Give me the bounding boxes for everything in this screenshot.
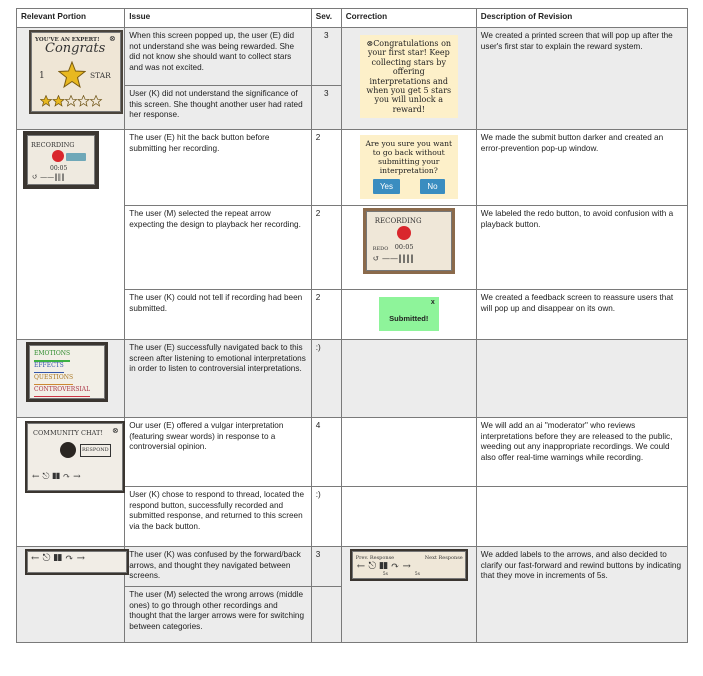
header-issue: Issue — [125, 9, 312, 28]
community-chat-sketch — [27, 423, 123, 491]
confirm-text: Are you sure you want to go back without submitting your interpretation? — [365, 139, 453, 175]
portion-chat-cell — [17, 418, 125, 547]
description-cell: We labeled the redo button, to avoid confusion with a playback button. — [476, 206, 687, 290]
record-button-icon — [52, 150, 64, 162]
header-row — [17, 9, 688, 28]
portion-arrows-cell — [17, 547, 125, 643]
playback-controls-icon: ← ⎋ ❚❚ ↷ → — [31, 553, 86, 564]
issue-cell: The user (M) selected the repeat arrow expecting the design to playback her recording. — [125, 206, 312, 290]
sketch-text: 1 — [39, 71, 45, 81]
portion-recording-cell — [17, 130, 125, 340]
header-portion: Relevant Portion — [17, 9, 125, 28]
close-icon: ⊗ — [366, 39, 374, 48]
issue-cell: User (K) chose to respond to thread, located the respond button, successfully recorded and submitted response, and returned to this screen via the back button. — [125, 487, 312, 547]
header-description: Description of Revision — [476, 9, 687, 28]
submitted-text: Submitted! — [389, 314, 429, 323]
congrats-text: Congratulations on your first star! Keep collecting stars by offering interpretations and when you get 5 stars you will unlock a reward! — [366, 39, 452, 114]
description-cell — [476, 487, 687, 547]
congrats-sketch — [31, 32, 121, 112]
severity-cell: :) — [311, 340, 341, 418]
correction-cell — [341, 487, 476, 547]
sketch-text: STAR — [90, 71, 111, 80]
playback-controls-icon: ← ⎋ ❚❚ ↷ → — [32, 472, 81, 482]
playback-controls-icon: ← ⎋ ❚❚ ↷ → — [356, 561, 411, 572]
correction-arrows-cell — [341, 547, 476, 643]
sketch-text: YOU'VE AN EXPERT! — [35, 37, 100, 43]
severity-cell: 2 — [311, 290, 341, 340]
usability-revision-table — [16, 8, 688, 643]
table-row — [17, 340, 688, 418]
labeled-arrows-sketch — [352, 551, 466, 579]
recording-redo-sketch — [366, 211, 452, 271]
issue-cell: The user (E) hit the back button before submitting her recording. — [125, 130, 312, 206]
severity-cell — [311, 587, 341, 643]
correction-congrats-cell — [341, 28, 476, 130]
close-icon[interactable]: x — [430, 299, 435, 306]
sketch-text: RECORDING — [31, 141, 75, 149]
skip-label: 5s — [382, 572, 388, 577]
avatar — [60, 442, 76, 458]
star-icon — [58, 61, 86, 89]
arrows-sketch — [27, 551, 127, 573]
issue-cell: The user (M) selected the wrong arrows (middle ones) to go through other recordings and thought that the larger arrows were for switching between categories. — [125, 587, 312, 643]
sketch-text: EMOTIONS — [34, 349, 70, 362]
description-cell: We will add an ai "moderator" who reviews interpretations before they are released to the public, weeding out any inappropriate recordings. We could also offer real-time warnings while recording. — [476, 418, 687, 487]
sketch-text: CONTROVERSIAL — [34, 385, 90, 397]
prev-label: Prev. Response — [355, 555, 395, 561]
header-sev: Sev. — [311, 9, 341, 28]
severity-cell: 3 — [311, 547, 341, 587]
sketch-text: EFFECTS — [34, 361, 64, 373]
issue-cell: The user (E) successfully navigated back to this screen after listening to emotional interpretations in order to listen to controversial interpretations. — [125, 340, 312, 418]
table-row — [17, 418, 688, 487]
next-label: Next Response — [424, 555, 463, 561]
close-icon: ⊗ — [112, 426, 119, 435]
description-cell — [476, 340, 687, 418]
sketch-text: RECORDING — [374, 217, 422, 225]
sketch-text: 00:05 — [394, 243, 414, 251]
submit-button-icon — [66, 153, 86, 161]
table-row — [17, 547, 688, 587]
portion-congrats-cell — [17, 28, 125, 130]
correction-redo-cell — [341, 206, 476, 290]
record-button-icon — [397, 226, 411, 240]
redo-label: REDO — [372, 246, 389, 252]
severity-cell: 3 — [311, 28, 341, 86]
recording-sketch — [27, 135, 95, 185]
header-correction: Correction — [341, 9, 476, 28]
issue-cell: Our user (E) offered a vulgar interpretation (featuring swear words) in response to a controversial opinion. — [125, 418, 312, 487]
table-row — [17, 28, 688, 86]
sketch-text: COMMUNITY CHAT! — [33, 429, 103, 437]
severity-cell: 2 — [311, 130, 341, 206]
correction-confirm-cell — [341, 130, 476, 206]
waveform-icon: ↺ ——‖‖‖ — [32, 173, 65, 181]
severity-cell: 2 — [311, 206, 341, 290]
issue-cell: When this screen popped up, the user (E) did not understand she was being rewarded. She did not know she should want to collect stars and was not excited. — [125, 28, 312, 86]
skip-label: 5s — [414, 572, 420, 577]
correction-cell — [341, 340, 476, 418]
description-cell: We created a feedback screen to reassure users that will pop up and disappear on its own. — [476, 290, 687, 340]
respond-button: RESPOND — [80, 444, 111, 457]
description-cell: We made the submit button darker and created an error-prevention pop-up window. — [476, 130, 687, 206]
issue-cell: The user (K) was confused by the forward/back arrows, and thought they navigated between screens. — [125, 547, 312, 587]
sketch-text: QUESTIONS — [34, 373, 73, 385]
confirm-popup — [360, 135, 458, 199]
categories-sketch — [29, 345, 105, 399]
correction-submitted-cell — [341, 290, 476, 340]
severity-cell: :) — [311, 487, 341, 547]
severity-cell: 4 — [311, 418, 341, 487]
close-icon: ⊗ — [109, 34, 116, 43]
correction-cell — [341, 418, 476, 487]
submitted-popup — [379, 297, 439, 331]
issue-cell: The user (K) could not tell if recording had been submitted. — [125, 290, 312, 340]
portion-categories-cell — [17, 340, 125, 418]
issue-cell: User (K) did not understand the significance of this screen. She thought another user had rated her response. — [125, 86, 312, 130]
yes-button[interactable]: Yes — [373, 179, 400, 194]
congrats-popup — [360, 35, 458, 118]
sketch-text: Congrats — [45, 41, 106, 56]
sketch-text: 00:05 — [50, 165, 68, 172]
severity-cell: 3 — [311, 86, 341, 130]
no-button[interactable]: No — [420, 179, 444, 194]
waveform-icon: ↺ ——‖‖‖‖ — [372, 254, 415, 263]
table-row — [17, 130, 688, 206]
description-cell: We created a printed screen that will pop up after the user's first star to explain the reward system. — [476, 28, 687, 130]
description-cell: We added labels to the arrows, and also decided to clarify our fast-forward and rewind buttons by indicating that they move in increments of 5s. — [476, 547, 687, 643]
rating-stars-icon — [40, 95, 104, 107]
